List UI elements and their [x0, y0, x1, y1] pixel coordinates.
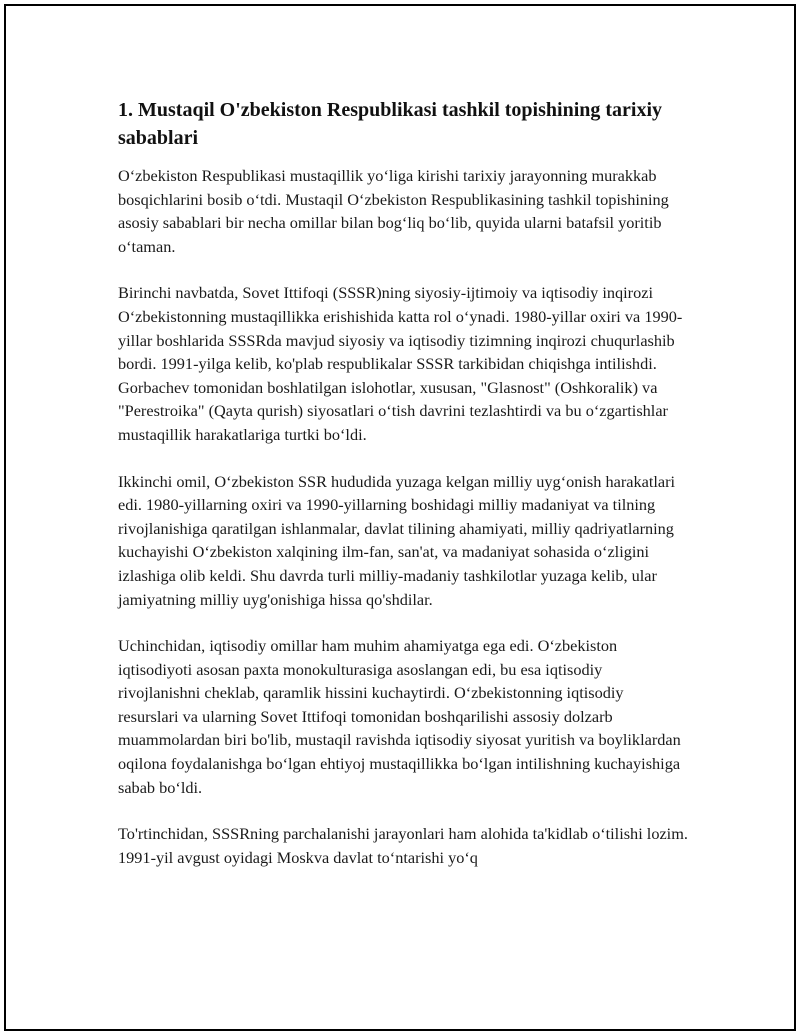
- document-page: [4, 4, 796, 1031]
- paragraph-third-factor: Uchinchidan, iqtisodiy omillar ham muhim ahamiyatga ega edi. O‘zbekiston iqtisodiyoti asosan paxta monokulturasiga asoslangan edi, bu esa iqtisodiy rivojlanishni cheklab, qaramlik hissini kuchaytirdi. O‘zbekistonning iqtisodiy resurslari va ularning Sovet Ittifoqi tomonidan boshqarilishi assosiy dolzarb muammolardan biri bo'lib, mustaqil ravishda iqtisodiy siyosat yuritish va boyliklardan oqilona foydalanishga bo‘lgan ehtiyoj mustaqillikka bo‘lgan intilishning kuchayishiga sabab bo‘ldi.: [118, 636, 681, 797]
- paragraph-first-factor: Birinchi navbatda, Sovet Ittifoqi (SSSR)ning siyosiy-ijtimoiy va iqtisodiy inqirozi O‘zbekistonning mustaqillikka erishishida katta rol o‘ynadi. 1980-yillar oxiri va 1990-yillar boshlarida SSSRda mavjud siyosiy va iqtisodiy tizimning inqirozi chuqurlashib bordi. 1991-yilga kelib, ko'plab respublikalar SSSR tarkibidan chiqishga intilishdi. Gorbachev tomonidan boshlatilgan islohotlar, xususan, "Glasnost" (Oshkoralik) va "Perestroika" (Qayta qurish) siyosatlari o‘tish davrini tezlashtirdi va bu o‘zgartishlar mustaqillik harakatlariga turtki bo‘ldi.: [118, 283, 683, 444]
- document-body: [118, 96, 688, 892]
- paragraph-second-factor: Ikkinchi omil, O‘zbekiston SSR hududida yuzaga kelgan milliy uyg‘onish harakatlari edi. 1980-yillarning oxiri va 1990-yillarning boshidagi milliy madaniyat va tilning rivojlanishiga qaratilgan ishlanmalar, davlat tilining ahamiyati, milliy qadriyatlarning kuchayishi O‘zbekiston xalqining ilm-fan, san'at, va madaniyat sohasida o‘zligini izlashiga olib keldi. Shu davrda turli milliy-madaniy tashkilotlar yuzaga kelib, ular jamiyatning milliy uyg'onishiga hissa qo'shdilar.: [118, 471, 676, 609]
- section-heading: 1. Mustaqil O'zbekiston Respublikasi tashkil topishining tarixiy sabablari: [118, 99, 663, 149]
- paragraph-intro: O‘zbekiston Respublikasi mustaqillik yo‘liga kirishi tarixiy jarayonning murakkab bosqichlarini bosib o‘tdi. Mustaqil O‘zbekiston Respublikasining tashkil topishining asosiy sabablari bir necha omillar bilan bog‘liq bo‘lib, quyida ularni batafsil yoritib o‘taman.: [118, 166, 669, 256]
- paragraph-fourth-factor: To'rtinchidan, SSSRning parchalanishi jarayonlari ham alohida ta'kidlab o‘tilishi lozim. 1991-yil avgust oyidagi Moskva davlat to‘ntarishi yo‘q: [118, 824, 688, 867]
